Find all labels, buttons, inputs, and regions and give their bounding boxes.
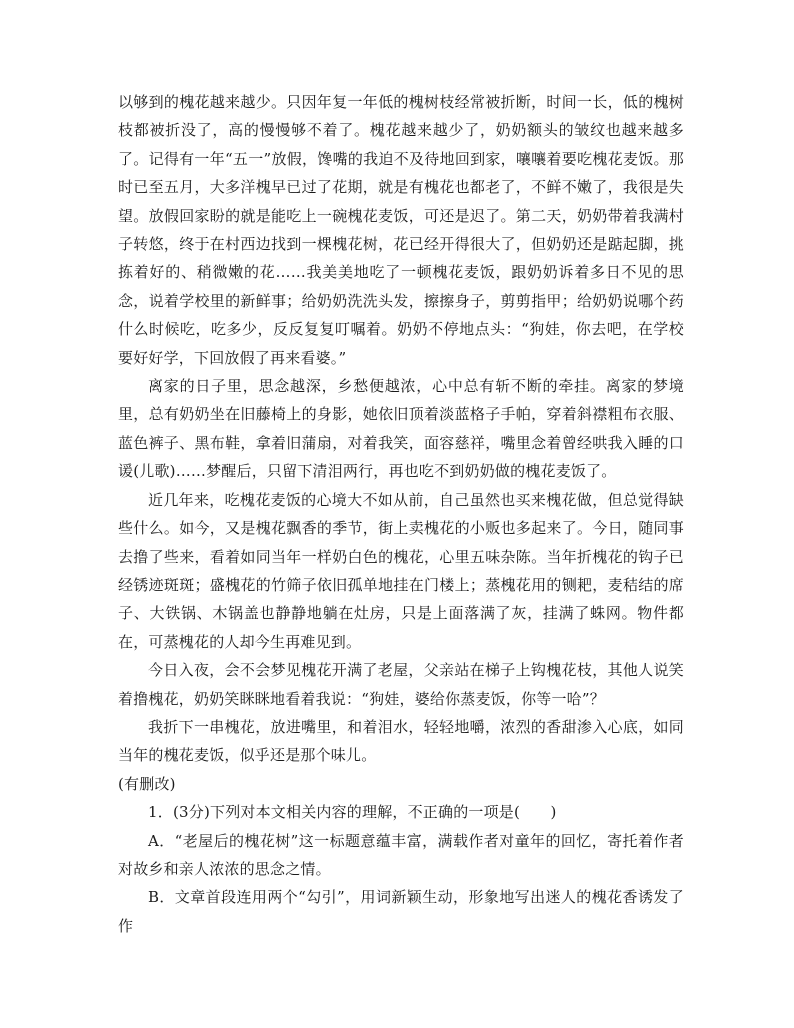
document-page xyxy=(118,88,684,940)
edit-note: (有删改) xyxy=(118,774,176,793)
paragraph-1: 以够到的槐花越来越少。只因年复一年低的槐树枝经常被折断，时间一长，低的槐树枝都被折没了，高的慢慢够不着了。槐花越来越少了，奶奶额头的皱纹也越来越多了。记得有一年“五一”放假，馋嘴的我迫不及待地回到家，嚷嚷着要吃槐花麦饭。那时已至五月，大多洋槐早已过了花期，就是有槐花也都老了，不鲜不嫩了，我很是失望。放假回家盼的就是能吃上一碗槐花麦饭，可还是迟了。第二天，奶奶带着我满村子转悠，终于在村西边找到一棵槐花树，花已经开得很大了，但奶奶还是踮起脚，挑拣着好的、稍微嫩的花……我美美地吃了一顿槐花麦饭，跟奶奶诉着多日不见的思念，说着学校里的新鲜事；给奶奶洗洗头发，擦擦身子，剪剪指甲；给奶奶说哪个药什么时候吃，吃多少，反反复复叮嘱着。奶奶不停地点头：“狗娃，你去吧，在学校要好好学，下回放假了再来看婆。” xyxy=(118,93,684,367)
paragraph-2: 离家的日子里，思念越深，乡愁便越浓，心中总有斩不断的牵挂。离家的梦境里，总有奶奶坐在旧藤椅上的身影，她依旧顶着淡蓝格子手帕，穿着斜襟粗布衣服、蓝色裤子、黑布鞋，拿着旧蒲扇，对着我笑，面容慈祥，嘴里念着曾经哄我入睡的口谖(儿歌)……梦醒后，只留下清泪两行，再也吃不到奶奶做的槐花麦饭了。 xyxy=(118,377,684,481)
paragraph-5: 我折下一串槐花，放进嘴里，和着泪水，轻轻地嚼，浓烈的香甜渗入心底，如同当年的槐花麦饭，似乎还是那个味儿。 xyxy=(118,717,684,765)
question-stem: 1．(3分)下列对本文相关内容的理解，不正确的一项是( ) xyxy=(148,803,557,822)
question-option-a: A．“老屋后的槐花树”这一标题意蕴丰富，满载作者对童年的回忆，寄托着作者对故乡和亲人浓浓的思念之情。 xyxy=(118,831,684,878)
question-option-b: B．文章首段连用两个“勾引”，用词新颖生动，形象地写出迷人的槐花香诱发了作 xyxy=(118,888,684,935)
paragraph-4: 今日入夜，会不会梦见槐花开满了老屋，父亲站在梯子上钩槐花枝，其他人说笑着撸槐花，奶奶笑眯眯地看着我说：“狗娃，婆给你蒸麦饭，你等一哈”？ xyxy=(118,661,684,708)
paragraph-3: 近几年来，吃槐花麦饭的心境大不如从前，自己虽然也买来槐花做，但总觉得缺些什么。如今，又是槐花飘香的季节，街上卖槐花的小贩也多起来了。今日，随同事去撸了些来，看着如同当年一样奶白色的槐花，心里五味杂陈。当年折槐花的钩子已经锈迹斑斑；盛槐花的竹筛子依旧孤单地挂在门楼上；蒸槐花用的铡耙，麦秸结的席子、大铁锅、木锅盖也静静地躺在灶房，只是上面落满了灰，挂满了蛛网。物件都在，可蒸槐花的人却今生再难见到。 xyxy=(118,490,684,651)
